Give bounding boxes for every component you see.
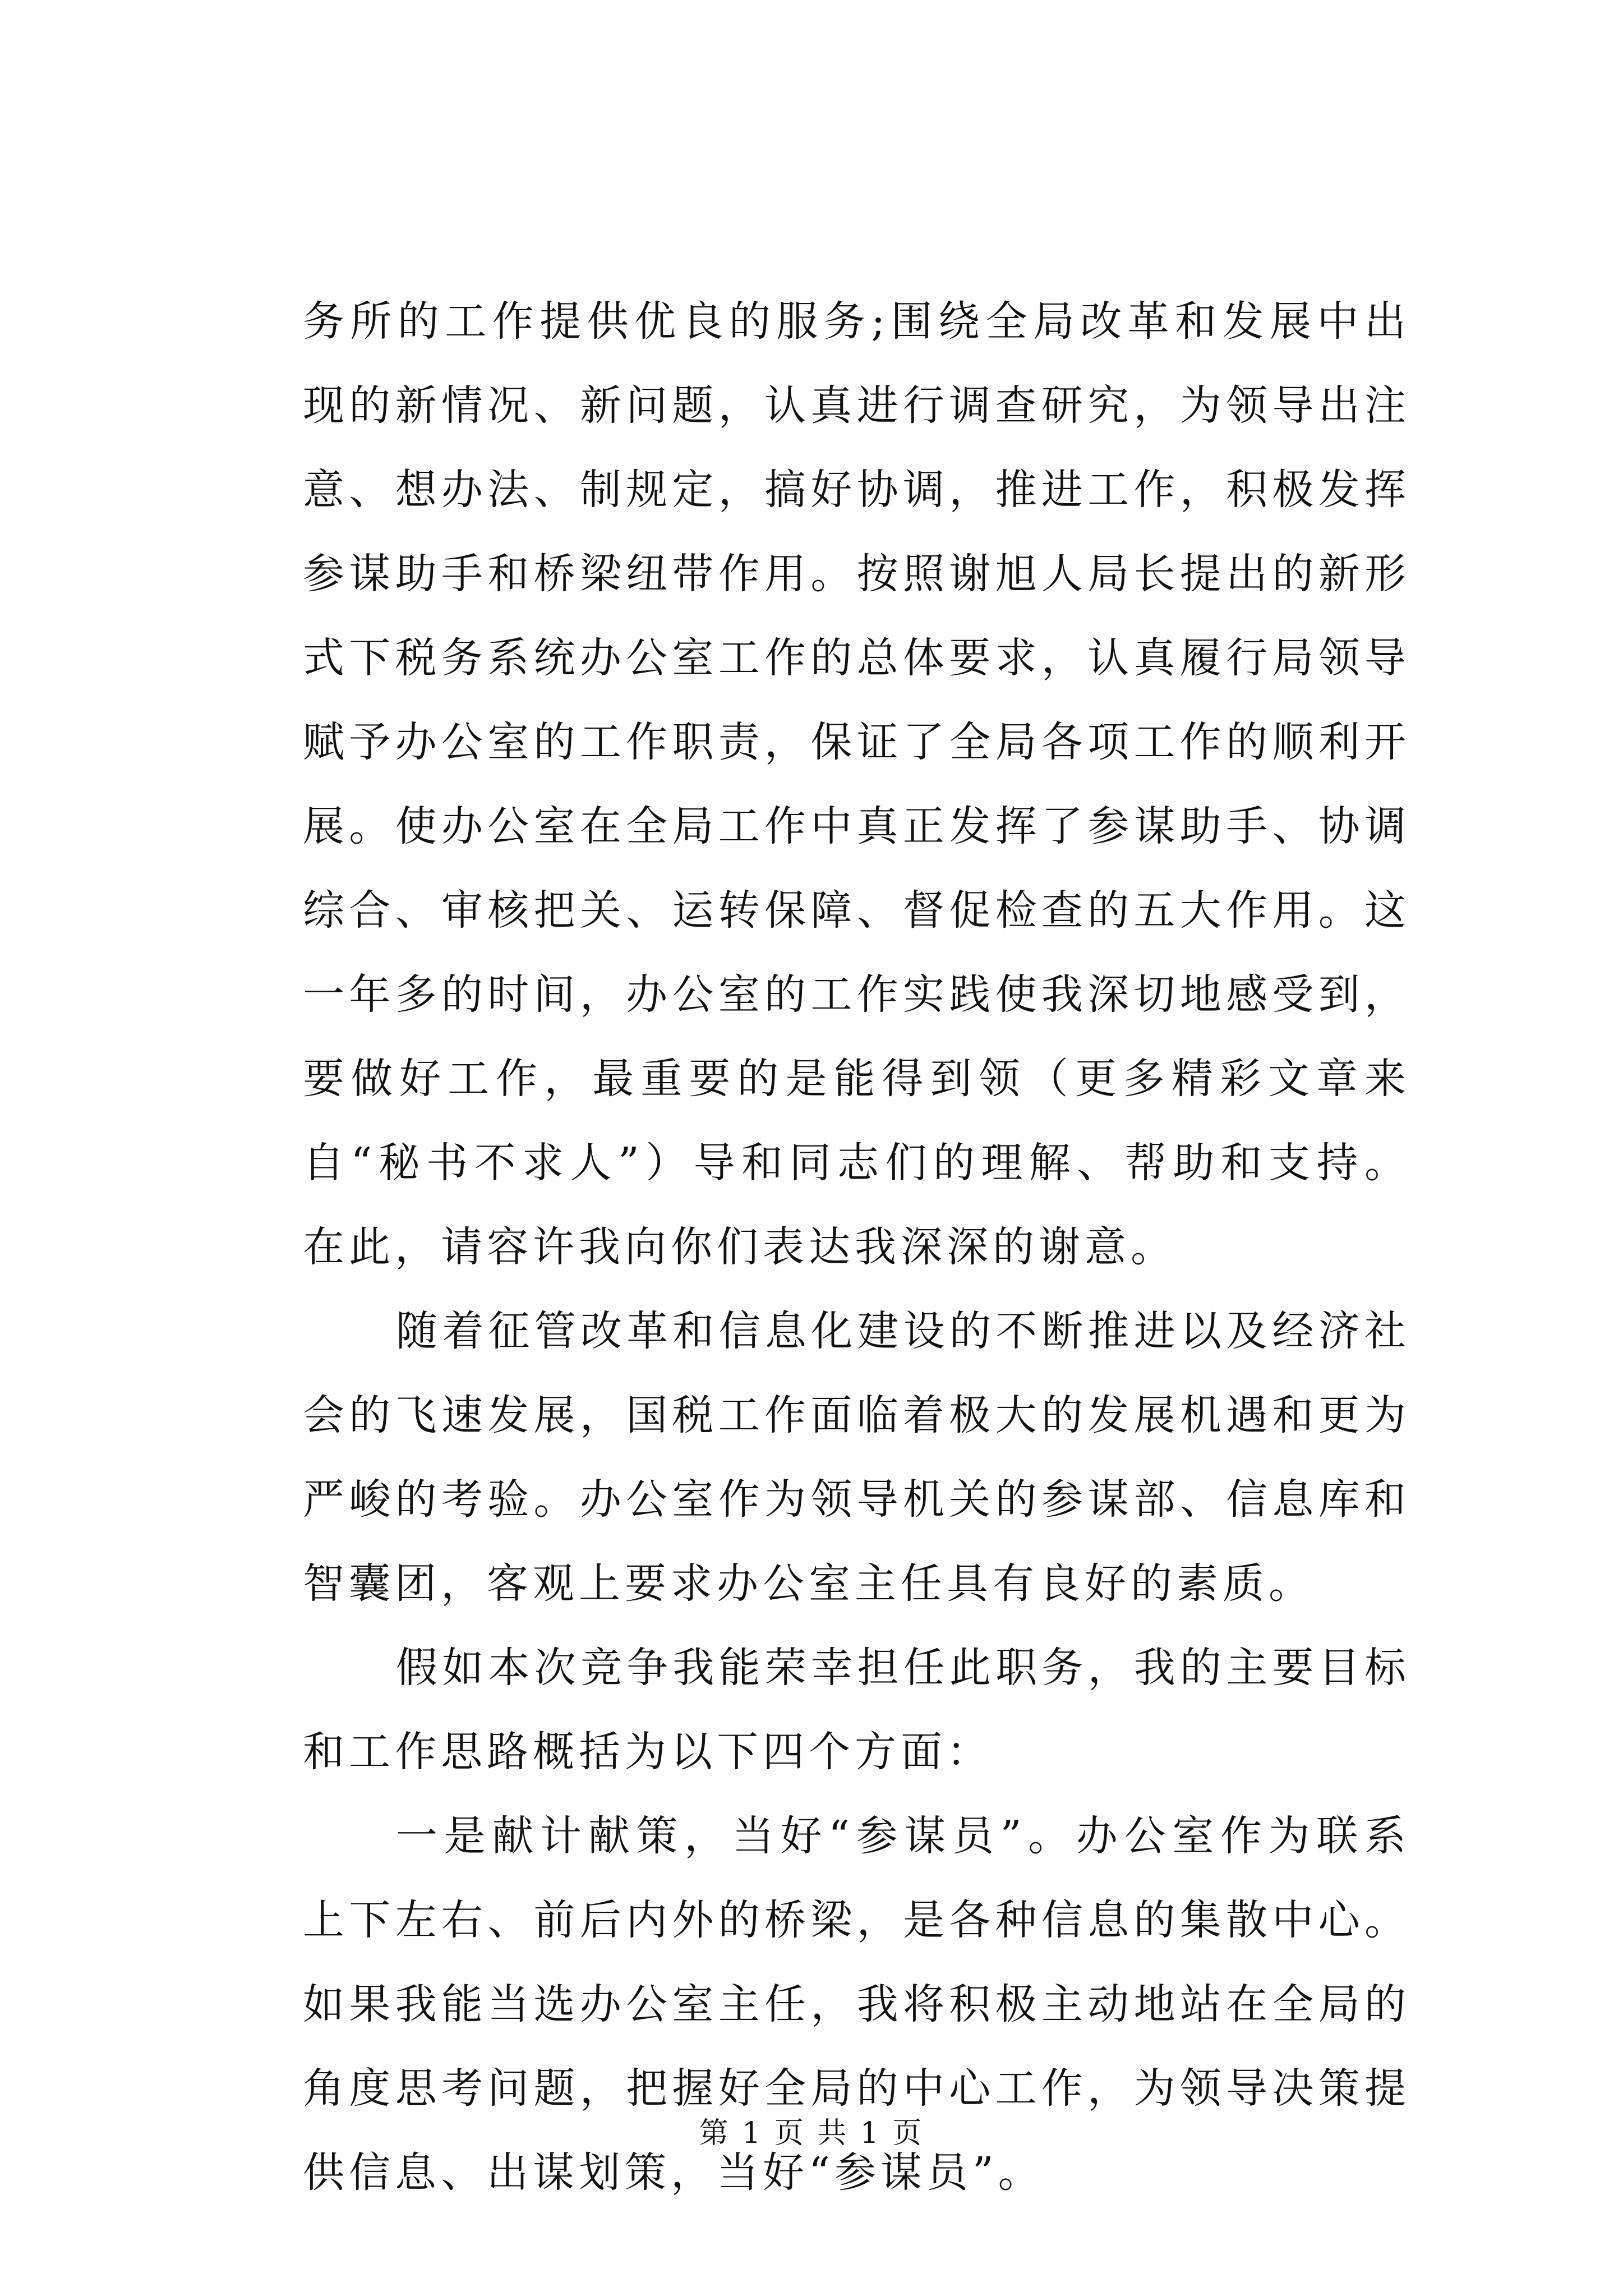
page-number-footer: 第 1 页 共 1 页	[699, 2116, 924, 2150]
paragraph-4: 一是献计献策，当好“参谋员”。办公室作为联系上下左右、前后内外的桥梁，是各种信息的集散中心。如果我能当选办公室主任，我将积极主动地站在全局的角度思考问题，把握好全局的中心工作，为领导决策提供信息、出谋划策，当好“参谋员”。	[303, 1812, 1410, 2197]
paragraph-2: 随着征管改革和信息化建设的不断推进以及经济社会的飞速发展，国税工作面临着极大的发展机遇和更为严峻的考验。办公室作为领导机关的参谋部、信息库和智囊团，客观上要求办公室主任具有良好的素质。	[303, 1307, 1410, 1608]
document-body	[303, 279, 1410, 2215]
paragraph-1: 务所的工作提供优良的服务;围绕全局改革和发展中出现的新情况、新问题，认真进行调查研究，为领导出注意、想办法、制规定，搞好协调，推进工作，积极发挥参谋助手和桥梁纽带作用。按照谢旭人局长提出的新形式下税务系统办公室工作的总体要求，认真履行局领导赋予办公室的工作职责，保证了全局各项工作的顺利开展。使办公室在全局工作中真正发挥了参谋助手、协调综合、审核把关、运转保障、督促检查的五大作用。这一年多的时间，办公室的工作实践使我深切地感受到，要做好工作，最重要的是能得到领（更多精彩文章来自“秘书不求人”）导和同志们的理解、帮助和支持。在此，请容许我向你们表达我深深的谢意。	[303, 297, 1410, 1271]
paragraph-3: 假如本次竞争我能荣幸担任此职务，我的主要目标和工作思路概括为以下四个方面：	[303, 1644, 1410, 1776]
